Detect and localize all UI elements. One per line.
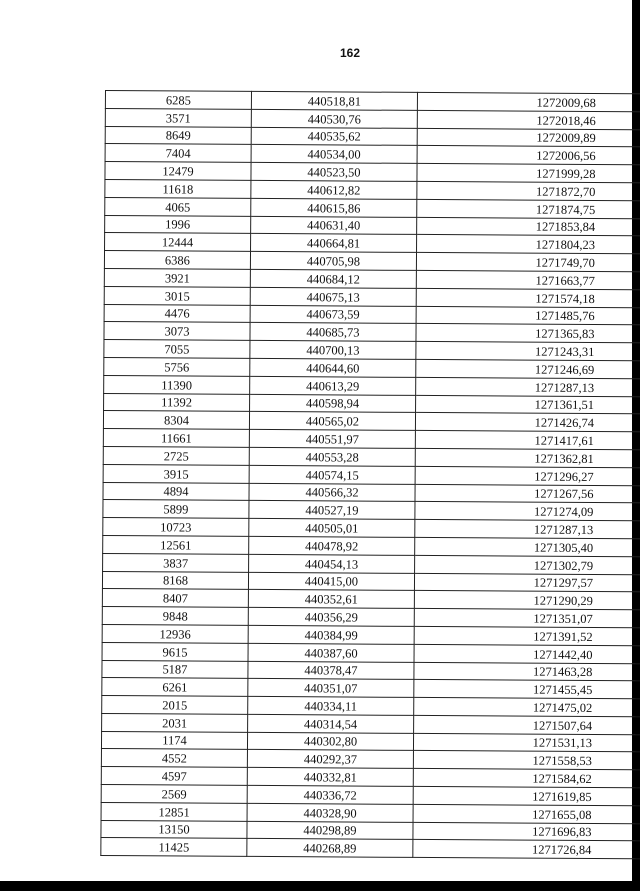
point-id-cell: 11661 [103,429,249,448]
x-coordinate-cell: 440685,73 [250,323,416,342]
y-coordinate-cell: 1271290,29 [414,591,640,610]
y-coordinate-cell: 1271749,70 [416,253,640,272]
x-coordinate-cell: 440328,90 [247,803,413,822]
point-id-cell: 6261 [102,678,248,697]
y-coordinate-cell: 1271305,40 [415,537,640,556]
x-coordinate-cell: 440527,19 [249,501,415,520]
y-coordinate-cell: 1271243,31 [416,342,640,361]
point-id-cell: 1996 [105,215,251,234]
y-coordinate-cell: 1271584,62 [413,769,640,788]
point-id-cell: 12561 [103,535,249,554]
y-coordinate-cell: 1271853,84 [417,217,640,236]
x-coordinate-cell: 440292,37 [247,750,413,769]
x-coordinate-cell: 440523,50 [251,163,417,182]
point-id-cell: 4552 [101,749,247,768]
point-id-cell: 11392 [104,393,250,412]
point-id-cell: 7404 [105,144,251,163]
y-coordinate-cell: 1271726,84 [413,840,640,859]
y-coordinate-cell: 1271297,57 [414,573,640,592]
point-id-cell: 4476 [104,304,250,323]
y-coordinate-cell: 1271463,28 [414,662,640,681]
point-id-cell: 3915 [103,464,249,483]
point-id-cell: 12851 [101,802,247,821]
x-coordinate-cell: 440675,13 [250,287,416,306]
y-coordinate-cell: 1272018,46 [417,110,640,129]
x-coordinate-cell: 440334,11 [248,696,414,715]
x-coordinate-cell: 440612,82 [251,180,417,199]
point-id-cell: 7055 [104,340,250,359]
point-id-cell: 13150 [101,820,247,839]
y-coordinate-cell: 1271287,13 [415,520,640,539]
y-coordinate-cell: 1271574,18 [416,288,640,307]
y-coordinate-cell: 1271287,13 [416,377,640,396]
point-id-cell: 6386 [104,251,250,270]
point-id-cell: 12444 [105,233,251,252]
x-coordinate-cell: 440566,32 [249,483,415,502]
x-coordinate-cell: 440518,81 [251,91,417,110]
x-coordinate-cell: 440352,61 [248,590,414,609]
x-coordinate-cell: 440478,92 [249,536,415,555]
y-coordinate-cell: 1271302,79 [415,555,640,574]
point-id-cell: 11425 [101,838,247,857]
x-coordinate-cell: 440613,29 [250,376,416,395]
point-id-cell: 3921 [104,268,250,287]
y-coordinate-cell: 1271485,76 [416,306,640,325]
y-coordinate-cell: 1271619,85 [413,786,640,805]
x-coordinate-cell: 440505,01 [249,519,415,538]
coordinates-table-wrapper [101,90,596,858]
point-id-cell: 3571 [105,108,251,127]
y-coordinate-cell: 1271267,56 [415,484,640,503]
x-coordinate-cell: 440553,28 [249,447,415,466]
y-coordinate-cell: 1272009,89 [417,128,640,147]
point-id-cell: 3015 [104,286,250,305]
x-coordinate-cell: 440268,89 [247,839,413,858]
point-id-cell: 1174 [101,731,247,750]
x-coordinate-cell: 440574,15 [249,465,415,484]
x-coordinate-cell: 440684,12 [250,269,416,288]
y-coordinate-cell: 1271426,74 [415,413,640,432]
x-coordinate-cell: 440644,60 [250,358,416,377]
y-coordinate-cell: 1272009,68 [417,92,640,111]
x-coordinate-cell: 440302,80 [247,732,413,751]
point-id-cell: 3837 [103,553,249,572]
x-coordinate-cell: 440415,00 [248,572,414,591]
x-coordinate-cell: 440356,29 [248,607,414,626]
point-id-cell: 4597 [101,767,247,786]
y-coordinate-cell: 1271531,13 [413,733,640,752]
point-id-cell: 6285 [105,91,251,110]
x-coordinate-cell: 440631,40 [251,216,417,235]
x-coordinate-cell: 440332,81 [247,768,413,787]
point-id-cell: 4894 [103,482,249,501]
x-coordinate-cell: 440535,62 [251,127,417,146]
point-id-cell: 12936 [102,624,248,643]
x-coordinate-cell: 440673,59 [250,305,416,324]
y-coordinate-cell: 1271442,40 [414,644,640,663]
point-id-cell: 8407 [102,589,248,608]
point-id-cell: 4065 [105,197,251,216]
x-coordinate-cell: 440664,81 [251,234,417,253]
x-coordinate-cell: 440705,98 [250,252,416,271]
y-coordinate-cell: 1271417,61 [415,431,640,450]
point-id-cell: 8304 [103,411,249,430]
y-coordinate-cell: 1271804,23 [417,235,640,254]
x-coordinate-cell: 440298,89 [247,821,413,840]
table-row [101,838,640,859]
point-id-cell: 2031 [102,713,248,732]
x-coordinate-cell: 440454,13 [249,554,415,573]
x-coordinate-cell: 440387,60 [248,643,414,662]
coordinates-table [100,90,640,860]
y-coordinate-cell: 1271274,09 [415,502,640,521]
y-coordinate-cell: 1271455,45 [414,680,640,699]
point-id-cell: 10723 [103,518,249,537]
y-coordinate-cell: 1271696,83 [413,822,640,841]
y-coordinate-cell: 1271872,70 [417,181,640,200]
y-coordinate-cell: 1271999,28 [417,164,640,183]
x-coordinate-cell: 440598,94 [250,394,416,413]
point-id-cell: 2569 [101,785,247,804]
point-id-cell: 11390 [104,375,250,394]
y-coordinate-cell: 1272006,56 [417,146,640,165]
x-coordinate-cell: 440551,97 [249,430,415,449]
x-coordinate-cell: 440314,54 [248,714,414,733]
page-number: 162 [339,46,361,60]
y-coordinate-cell: 1271655,08 [413,804,640,823]
coordinates-table-body [101,91,640,860]
x-coordinate-cell: 440700,13 [250,341,416,360]
x-coordinate-cell: 440384,99 [248,625,414,644]
y-coordinate-cell: 1271874,75 [417,199,640,218]
point-id-cell: 9848 [102,607,248,626]
point-id-cell: 3073 [104,322,250,341]
y-coordinate-cell: 1271296,27 [415,466,640,485]
y-coordinate-cell: 1271351,07 [414,609,640,628]
y-coordinate-cell: 1271365,83 [416,324,640,343]
y-coordinate-cell: 1271475,02 [414,697,640,716]
y-coordinate-cell: 1271663,77 [416,270,640,289]
x-coordinate-cell: 440530,76 [251,109,417,128]
y-coordinate-cell: 1271246,69 [416,359,640,378]
x-coordinate-cell: 440378,47 [248,661,414,680]
point-id-cell: 2725 [103,446,249,465]
point-id-cell: 9615 [102,642,248,661]
y-coordinate-cell: 1271361,51 [416,395,640,414]
x-coordinate-cell: 440351,07 [248,679,414,698]
y-coordinate-cell: 1271558,53 [413,751,640,770]
y-coordinate-cell: 1271507,64 [414,715,640,734]
y-coordinate-cell: 1271362,81 [415,448,640,467]
x-coordinate-cell: 440565,02 [249,412,415,431]
point-id-cell: 5756 [104,357,250,376]
point-id-cell: 12479 [105,162,251,181]
point-id-cell: 8168 [102,571,248,590]
y-coordinate-cell: 1271391,52 [414,626,640,645]
x-coordinate-cell: 440615,86 [251,198,417,217]
point-id-cell: 5899 [103,500,249,519]
point-id-cell: 2015 [102,696,248,715]
point-id-cell: 8649 [105,126,251,145]
x-coordinate-cell: 440534,00 [251,145,417,164]
point-id-cell: 5187 [102,660,248,679]
x-coordinate-cell: 440336,72 [247,785,413,804]
point-id-cell: 11618 [105,179,251,198]
